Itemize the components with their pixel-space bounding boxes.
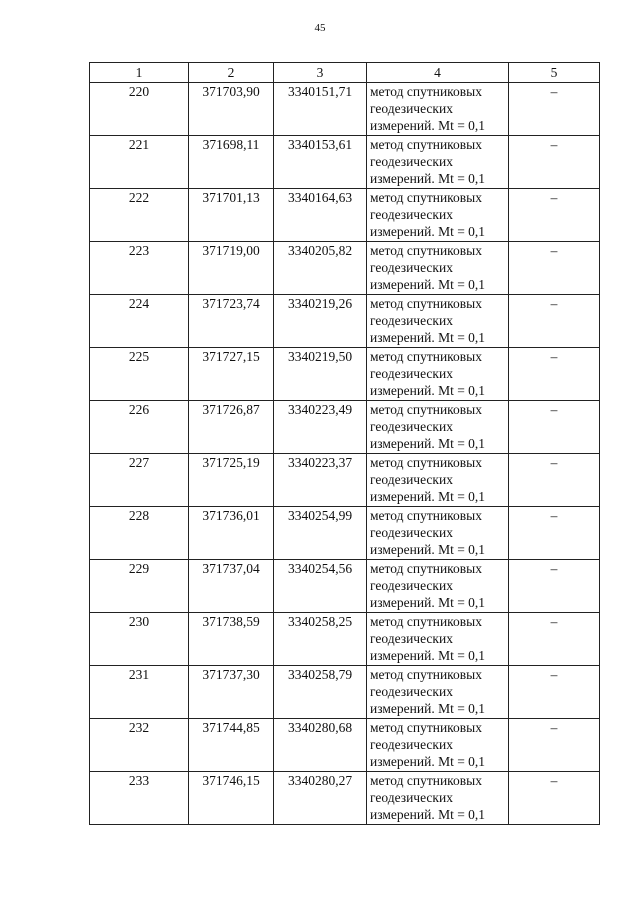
y-coordinate-cell: 3340219,50 (274, 348, 367, 401)
point-number-cell: 220 (90, 83, 189, 136)
note-cell: – (509, 401, 600, 454)
y-coordinate-cell: 3340205,82 (274, 242, 367, 295)
note-cell: – (509, 295, 600, 348)
note-cell: – (509, 613, 600, 666)
note-cell: – (509, 83, 600, 136)
x-coordinate-cell: 371737,04 (189, 560, 274, 613)
coordinates-table (89, 62, 600, 825)
y-coordinate-cell: 3340254,56 (274, 560, 367, 613)
y-coordinate-cell: 3340258,25 (274, 613, 367, 666)
point-number-cell: 222 (90, 189, 189, 242)
y-coordinate-cell: 3340164,63 (274, 189, 367, 242)
x-coordinate-cell: 371727,15 (189, 348, 274, 401)
point-number-cell: 231 (90, 666, 189, 719)
point-number-cell: 224 (90, 295, 189, 348)
y-coordinate-cell: 3340280,68 (274, 719, 367, 772)
header-col-3: 3 (274, 63, 367, 83)
y-coordinate-cell: 3340223,37 (274, 454, 367, 507)
method-cell: метод спутниковых геодезических измерений. Mt = 0,1 (367, 719, 509, 772)
y-coordinate-cell: 3340151,71 (274, 83, 367, 136)
table-row (90, 401, 600, 454)
method-cell: метод спутниковых геодезических измерений. Mt = 0,1 (367, 454, 509, 507)
y-coordinate-cell: 3340223,49 (274, 401, 367, 454)
table-header (90, 63, 600, 83)
point-number-cell: 233 (90, 772, 189, 825)
x-coordinate-cell: 371703,90 (189, 83, 274, 136)
x-coordinate-cell: 371698,11 (189, 136, 274, 189)
y-coordinate-cell: 3340153,61 (274, 136, 367, 189)
note-cell: – (509, 560, 600, 613)
note-cell: – (509, 507, 600, 560)
x-coordinate-cell: 371701,13 (189, 189, 274, 242)
table-row (90, 560, 600, 613)
y-coordinate-cell: 3340254,99 (274, 507, 367, 560)
table-row (90, 242, 600, 295)
point-number-cell: 227 (90, 454, 189, 507)
method-cell: метод спутниковых геодезических измерений. Mt = 0,1 (367, 560, 509, 613)
method-cell: метод спутниковых геодезических измерений. Mt = 0,1 (367, 507, 509, 560)
table-row (90, 136, 600, 189)
table-row (90, 719, 600, 772)
note-cell: – (509, 189, 600, 242)
method-cell: метод спутниковых геодезических измерений. Mt = 0,1 (367, 401, 509, 454)
x-coordinate-cell: 371737,30 (189, 666, 274, 719)
note-cell: – (509, 454, 600, 507)
note-cell: – (509, 136, 600, 189)
point-number-cell: 223 (90, 242, 189, 295)
method-cell: метод спутниковых геодезических измерений. Mt = 0,1 (367, 613, 509, 666)
table-row (90, 83, 600, 136)
point-number-cell: 230 (90, 613, 189, 666)
header-col-5: 5 (509, 63, 600, 83)
y-coordinate-cell: 3340280,27 (274, 772, 367, 825)
y-coordinate-cell: 3340258,79 (274, 666, 367, 719)
method-cell: метод спутниковых геодезических измерений. Mt = 0,1 (367, 666, 509, 719)
method-cell: метод спутниковых геодезических измерений. Mt = 0,1 (367, 189, 509, 242)
x-coordinate-cell: 371738,59 (189, 613, 274, 666)
table-row (90, 666, 600, 719)
x-coordinate-cell: 371726,87 (189, 401, 274, 454)
header-col-1: 1 (90, 63, 189, 83)
header-col-2: 2 (189, 63, 274, 83)
table-body (90, 83, 600, 825)
header-col-4: 4 (367, 63, 509, 83)
point-number-cell: 226 (90, 401, 189, 454)
table-row (90, 189, 600, 242)
point-number-cell: 221 (90, 136, 189, 189)
method-cell: метод спутниковых геодезических измерений. Mt = 0,1 (367, 295, 509, 348)
x-coordinate-cell: 371725,19 (189, 454, 274, 507)
x-coordinate-cell: 371744,85 (189, 719, 274, 772)
table-row (90, 613, 600, 666)
point-number-cell: 232 (90, 719, 189, 772)
note-cell: – (509, 666, 600, 719)
table-row (90, 295, 600, 348)
note-cell: – (509, 772, 600, 825)
note-cell: – (509, 719, 600, 772)
method-cell: метод спутниковых геодезических измерений. Mt = 0,1 (367, 83, 509, 136)
page-number: 45 (314, 22, 326, 34)
note-cell: – (509, 242, 600, 295)
table-row (90, 454, 600, 507)
table-row (90, 772, 600, 825)
method-cell: метод спутниковых геодезических измерений. Mt = 0,1 (367, 772, 509, 825)
point-number-cell: 228 (90, 507, 189, 560)
note-cell: – (509, 348, 600, 401)
method-cell: метод спутниковых геодезических измерений. Mt = 0,1 (367, 136, 509, 189)
y-coordinate-cell: 3340219,26 (274, 295, 367, 348)
table-row (90, 507, 600, 560)
point-number-cell: 225 (90, 348, 189, 401)
table-row (90, 348, 600, 401)
x-coordinate-cell: 371736,01 (189, 507, 274, 560)
point-number-cell: 229 (90, 560, 189, 613)
header-row (90, 63, 600, 83)
method-cell: метод спутниковых геодезических измерений. Mt = 0,1 (367, 348, 509, 401)
x-coordinate-cell: 371719,00 (189, 242, 274, 295)
x-coordinate-cell: 371746,15 (189, 772, 274, 825)
x-coordinate-cell: 371723,74 (189, 295, 274, 348)
method-cell: метод спутниковых геодезических измерений. Mt = 0,1 (367, 242, 509, 295)
